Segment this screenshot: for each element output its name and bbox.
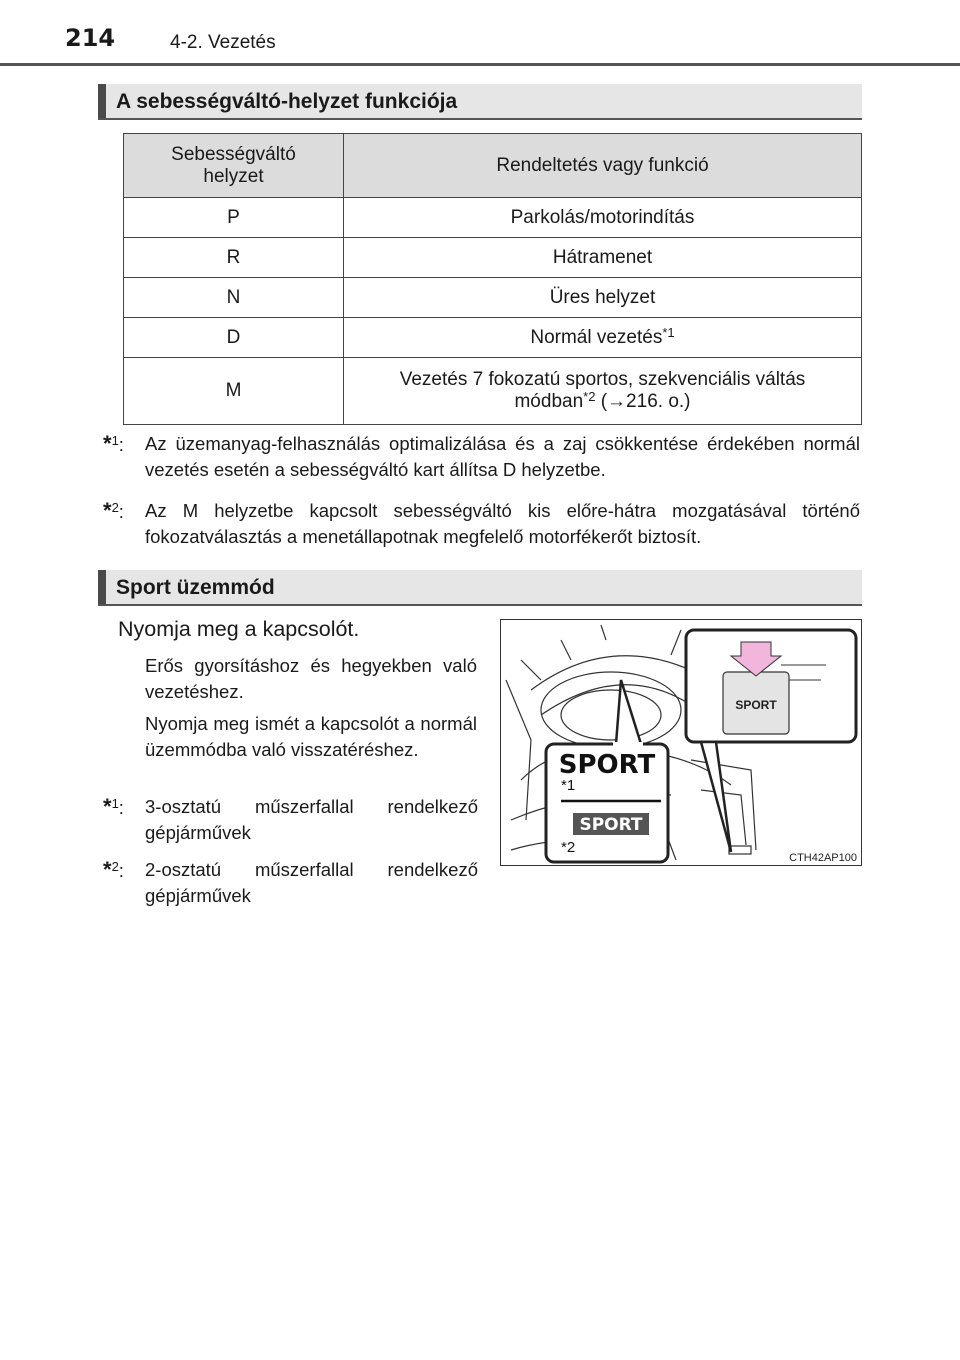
figure-code: CTH42AP100 bbox=[789, 852, 857, 864]
chapter-title: 4-2. Vezetés bbox=[170, 32, 276, 53]
section-marker bbox=[98, 570, 106, 604]
section-title: Sport üzemmód bbox=[116, 576, 275, 599]
instruction-text: Nyomja meg a kapcsolót. bbox=[118, 617, 360, 641]
gear-position: R bbox=[124, 238, 344, 278]
footnote-1: *$^1$: Az üzemanyag-felhasználás optimalizálása és a zaj csökkentése érdekében normál vezetés esetén a sebességváltó kart állítsa D helyzetbe. bbox=[103, 431, 860, 483]
table-header-function: Rendeltetés vagy funkció bbox=[344, 134, 862, 198]
gear-function bbox=[344, 358, 862, 425]
footnote-text: 3-osztatú műszerfallal rendelkező gépjárművek bbox=[145, 796, 478, 843]
gear-position: N bbox=[124, 278, 344, 318]
table-row bbox=[124, 238, 862, 278]
gear-function: Üres helyzet bbox=[344, 278, 862, 318]
section-heading-sport bbox=[98, 570, 862, 606]
sport-description: Erős gyorsításhoz és hegyekben való vezetéshez. bbox=[145, 655, 477, 702]
footnote-text: 2-osztatú műszerfallal rendelkező gépjárművek bbox=[145, 859, 478, 906]
gear-position: D bbox=[124, 318, 344, 358]
footnote-text: Az üzemanyag-felhasználás optimalizálása és a zaj csökkentése érdekében normál vezetés esetén a sebességváltó kart állítsa D helyzetbe. bbox=[145, 433, 860, 480]
section-heading-gear-function bbox=[98, 84, 862, 120]
gear-position: P bbox=[124, 198, 344, 238]
page-number: 214 bbox=[65, 24, 116, 52]
asterisk: * bbox=[103, 431, 112, 456]
gear-position-table bbox=[123, 133, 862, 425]
asterisk: * bbox=[103, 498, 112, 523]
sport-switch-illustration bbox=[500, 619, 862, 866]
gear-function: Parkolás/motorindítás bbox=[344, 198, 862, 238]
table-header-row bbox=[124, 134, 862, 198]
function-line-2: módban$^{*2}$ (→216. o.) bbox=[514, 389, 691, 412]
indicator-callout-pointer bbox=[616, 680, 641, 744]
asterisk: * bbox=[103, 857, 112, 882]
zoom-callout-pointer bbox=[701, 742, 731, 852]
gear-function: Hátramenet bbox=[344, 238, 862, 278]
sport-indicator-text: SPORT bbox=[558, 750, 656, 780]
mark-1: *1 bbox=[561, 777, 576, 794]
gear-function bbox=[344, 318, 862, 358]
sport-switch-label: SPORT bbox=[735, 698, 777, 712]
table-row bbox=[124, 318, 862, 358]
gear-position: M bbox=[124, 358, 344, 425]
header-label: Sebességváltó helyzet bbox=[171, 143, 296, 187]
table-row bbox=[124, 358, 862, 425]
asterisk: * bbox=[103, 794, 112, 819]
function-text: Normál vezetés bbox=[530, 326, 663, 348]
footnote-2: *$^2$: Az M helyzetbe kapcsolt sebességváltó kis előre-hátra mozgatásával történő fokozatválasztás a menetállapotnak megfelelő motorfékerőt biztosít. bbox=[103, 498, 860, 550]
table-header-position bbox=[124, 134, 344, 198]
sport-footnote-1: *$^1$: 3-osztatú műszerfallal rendelkező gépjárművek bbox=[103, 794, 478, 846]
footnote-ref: *1 bbox=[662, 324, 675, 340]
table-row bbox=[124, 278, 862, 318]
function-line-1: Vezetés 7 fokozatú sportos, szekvenciális váltás bbox=[399, 369, 806, 390]
section-title: A sebességváltó-helyzet funkciója bbox=[116, 90, 458, 113]
sport-footnote-2: *$^2$: 2-osztatú műszerfallal rendelkező gépjárművek bbox=[103, 857, 478, 909]
footnote-ref: *2 bbox=[583, 389, 596, 404]
section-marker bbox=[98, 84, 106, 118]
sport-indicator-inverted-text: SPORT bbox=[579, 815, 643, 835]
header-rule bbox=[0, 63, 960, 66]
table-row bbox=[124, 198, 862, 238]
dashboard-drawing bbox=[501, 620, 862, 866]
footnote-text: Az M helyzetbe kapcsolt sebességváltó kis előre-hátra mozgatásával történő fokozatválasztás a menetállapotnak megfelelő motorfékerőt biztosít. bbox=[145, 500, 860, 547]
mark-2: *2 bbox=[561, 839, 576, 856]
sport-return-description: Nyomja meg ismét a kapcsolót a normál üzemmódba való visszatéréshez. bbox=[145, 713, 477, 760]
